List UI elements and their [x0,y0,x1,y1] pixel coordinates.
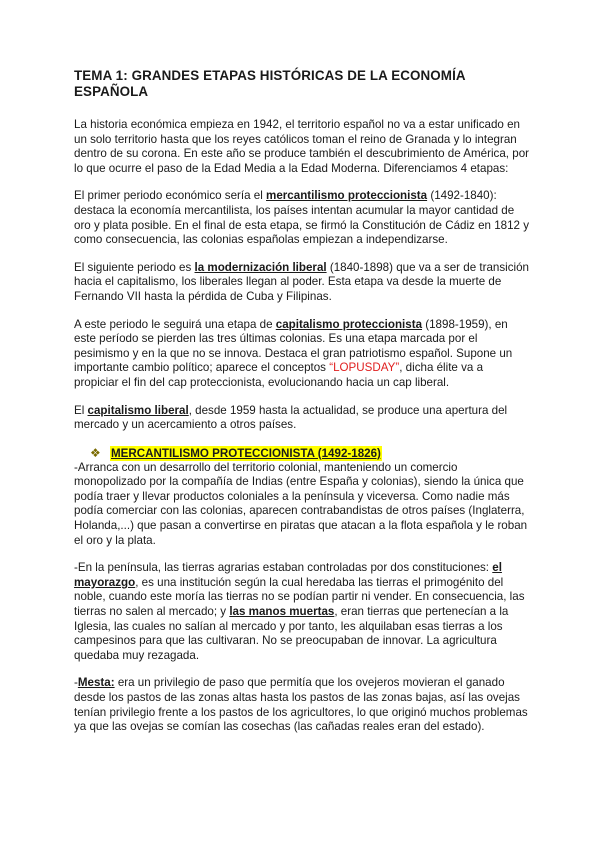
term-capitalismo-liberal: capitalismo liberal [87,403,189,417]
s3-post: era un privilegio de paso que permitía que los ovejeros movieran el ganado desde los pastos de las zonas altas hasta los pastos de las zonas bajas, así las ovejas tenían privilegio frente a los pastos de los agricultores, lo que originó muchos problemas ya que las ovejas se comían las cosechas (las cañadas reales eran del estado). [74,676,528,734]
p2-pre: El siguiente periodo es [74,260,195,274]
s2-post: , eran tierras que pertenecían a la Iglesia, las cuales no salían al mercado y por tanto, les alquilaban esas tierras a los campesinos para que las cultivaran. No se preocupaban de innovar. La agricultura quedaba muy rezagada. [74,605,509,662]
p4-pre: El [74,403,88,417]
p3-pre: A este periodo le seguirá una etapa de [74,317,276,331]
term-mayorazgo: el mayorazgo [74,561,502,589]
section-paragraph-colonias: -Arranca con un desarrollo del territorio colonial, manteniendo un comercio monopolizado por la compañía de Indias (entre España y colonias), siendo la única que podía traer y llevar productos coloniales a la península y viceversa. Como nadie más podía comerciar con las colonias, aparecen contrabandistas de otros países (Inglaterra, Holanda,...) que pasan a convertirse en piratas que atacan a la flota española y le roban el oro y la plata. [74,460,528,547]
p3-post: , dicha élite va a propiciar el fin del cap proteccionista, evolucionando hacia un cap liberal. [74,361,484,389]
term-mesta: Mesta: [77,676,115,690]
term-lopusday: “LOPUSDAY” [329,361,400,375]
paragraph-capitalismo-liberal [74,404,530,433]
s2-pre: -En la península, las tierras agrarias estaban controladas por dos constituciones: [74,561,493,575]
p1-post: (1492-1840): destaca la economía mercantilista, los países intentan acumular la mayor cantidad de oro y plata posible. En el final de esta etapa, se firmó la Constitución de Cádiz en 1812 y como consecuencia, las colonias españolas empiezan a independizarse. [74,189,530,247]
term-manos-muertas: las manos muertas [229,605,335,619]
p2-post: (1840-1898) que va a ser de transición hacia el capitalismo, los liberales llegan al poder. Esta etapa va desde la muerte de Fernando VII hasta la pérdida de Cuba y Filipinas. [74,260,529,303]
section-paragraph-mesta [74,676,530,734]
term-modernizacion-liberal: la modernización liberal [194,260,327,274]
p4-post: , desde 1959 hasta la actualidad, se produce una apertura del mercado y un acercamiento a otros países. [74,403,508,432]
diamond-bullet-icon: ❖ [90,445,101,460]
term-capitalismo-proteccionista: capitalismo proteccionista [275,317,423,331]
s2-mid: , es una institución según la cual heredaba las tierras el primogénito del noble, cuando este moría las tierras no se podían partir ni vender. En consecuencia, las tierras no salen al mercado; y [74,575,525,619]
s3-pre: - [74,676,78,690]
paragraph-mercantilismo [74,189,530,247]
section-paragraph-peninsula [74,561,530,663]
intro-paragraph: La historia económica empieza en 1942, el territorio español no va a estar unificado en un solo territorio hasta que los reyes católicos toman el reino de Granada y lo integran dentro de su corona. En este año se produce también el descubrimiento de América, por lo que ocurre el paso de la Edad Media a la Edad Moderna. Diferenciamos 4 etapas: [74,118,530,175]
section-heading [90,446,530,461]
paragraph-modernizacion [74,261,530,305]
p3-mid: (1898-1959), en este período se pierden las tres últimas colonias. Es una etapa marcada por el pesimismo y en la que no se innova. Destaca el gran patriotismo español. Supone un importante cambio político; aparece el conceptos [74,317,513,375]
p1-pre: El primer periodo económico sería el [74,189,267,203]
document-title: TEMA 1: GRANDES ETAPAS HISTÓRICAS DE LA ECONOMÍA ESPAÑOLA [74,68,466,99]
paragraph-capitalismo-proteccionista [74,318,530,391]
term-mercantilismo-proteccionista: mercantilismo proteccionista [266,189,428,203]
section-heading-text: MERCANTILISMO PROTECCIONISTA (1492-1826) [111,446,381,460]
